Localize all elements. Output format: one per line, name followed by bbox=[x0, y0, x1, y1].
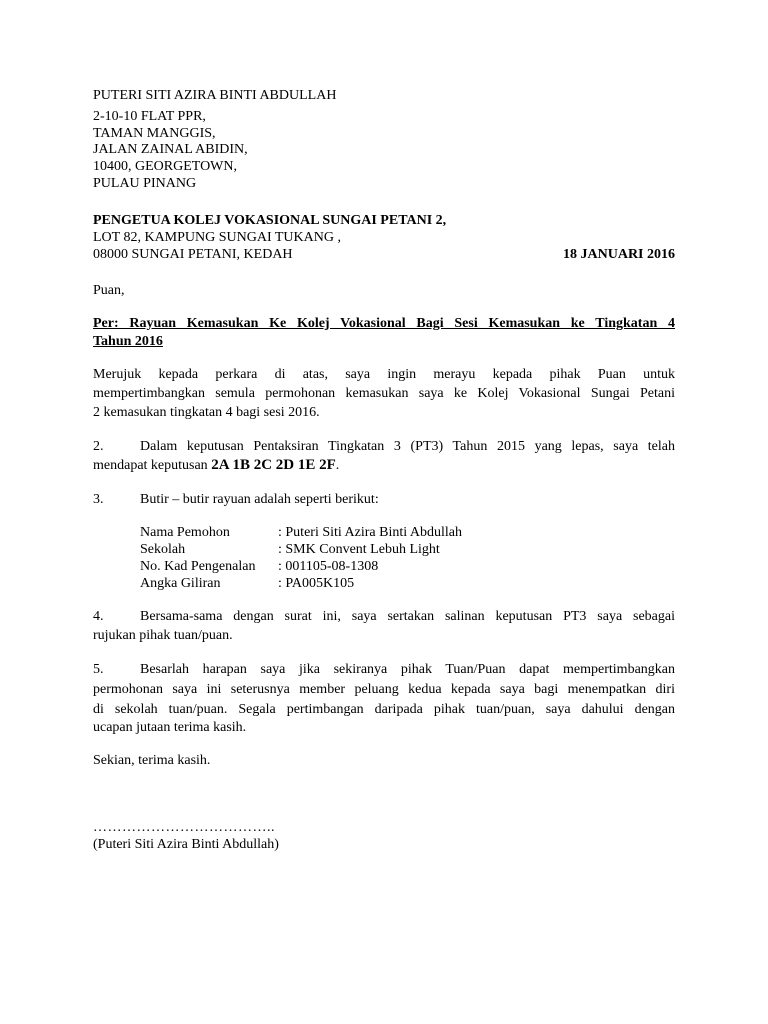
sender-address-line: 2-10-10 FLAT PPR, bbox=[93, 109, 206, 124]
result-suffix: . bbox=[335, 458, 340, 473]
detail-value: : PA005K105 bbox=[278, 576, 355, 591]
paragraph-line: di sekolah tuan/puan. Segala pertimbangan daripada pihak tuan/puan, saya dahului dengan bbox=[93, 702, 675, 717]
paragraph-line: mempertimbangkan semula permohonan kemasukan saya ke Kolej Vokasional Sungai Petani bbox=[93, 386, 675, 401]
sender-address-line: JALAN ZAINAL ABIDIN, bbox=[93, 142, 248, 157]
paragraph-line: rujukan pihak tuan/puan. bbox=[93, 628, 233, 643]
paragraph-number: 5. bbox=[93, 662, 104, 677]
detail-label: No. Kad Pengenalan bbox=[140, 559, 256, 574]
subject-line: Per: Rayuan Kemasukan Ke Kolej Vokasional Bagi Sesi Kemasukan ke Tingkatan 4 bbox=[93, 316, 675, 331]
result-prefix: mendapat keputusan bbox=[93, 458, 212, 473]
paragraph-line: Merujuk kepada perkara di atas, saya ingin merayu kepada pihak Puan untuk bbox=[93, 367, 675, 382]
paragraph-line: Dalam keputusan Pentaksiran Tingkatan 3 (PT3) Tahun 2015 yang lepas, saya telah bbox=[140, 439, 675, 454]
signature-line: ……………………………….. bbox=[93, 820, 275, 835]
detail-value: : 001105-08-1308 bbox=[278, 559, 379, 574]
sender-address-line: 10400, GEORGETOWN, bbox=[93, 159, 238, 174]
detail-value: : Puteri Siti Azira Binti Abdullah bbox=[278, 525, 462, 540]
paragraph-line: Besarlah harapan saya jika sekiranya pihak Tuan/Puan dapat mempertimbangkan bbox=[140, 662, 675, 677]
detail-label: Nama Pemohon bbox=[140, 525, 230, 540]
paragraph-line: permohonan saya ini seterusnya member peluang kedua kepada saya bagi menempatkan diri bbox=[93, 682, 675, 697]
sender-address-line: PULAU PINANG bbox=[93, 176, 197, 191]
sender-address-line: TAMAN MANGGIS, bbox=[93, 126, 216, 141]
salutation: Puan, bbox=[93, 283, 125, 298]
sender-name: PUTERI SITI AZIRA BINTI ABDULLAH bbox=[93, 88, 337, 103]
paragraph-line: Bersama-sama dengan surat ini, saya sertakan salinan keputusan PT3 saya sebagai bbox=[140, 609, 675, 624]
paragraph-line bbox=[93, 457, 339, 474]
recipient-title: PENGETUA KOLEJ VOKASIONAL SUNGAI PETANI 2, bbox=[93, 213, 447, 228]
paragraph-number: 4. bbox=[93, 609, 104, 624]
recipient-address-line: 08000 SUNGAI PETANI, KEDAH bbox=[93, 247, 293, 262]
recipient-address-line: LOT 82, KAMPUNG SUNGAI TUKANG , bbox=[93, 230, 341, 245]
paragraph-line: 2 kemasukan tingkatan 4 bagi sesi 2016. bbox=[93, 405, 320, 420]
signature-name: (Puteri Siti Azira Binti Abdullah) bbox=[93, 837, 279, 852]
letter-date: 18 JANUARI 2016 bbox=[563, 247, 675, 262]
paragraph-line: ucapan jutaan terima kasih. bbox=[93, 720, 247, 735]
paragraph-number: 2. bbox=[93, 439, 104, 454]
paragraph-line: Butir – butir rayuan adalah seperti berikut: bbox=[140, 492, 379, 507]
exam-result: 2A 1B 2C 2D 1E 2F bbox=[211, 457, 336, 473]
closing: Sekian, terima kasih. bbox=[93, 753, 211, 768]
subject-line: Tahun 2016 bbox=[93, 334, 163, 349]
detail-value: : SMK Convent Lebuh Light bbox=[278, 542, 440, 557]
detail-label: Sekolah bbox=[140, 542, 186, 557]
paragraph-number: 3. bbox=[93, 492, 104, 507]
detail-label: Angka Giliran bbox=[140, 576, 221, 591]
